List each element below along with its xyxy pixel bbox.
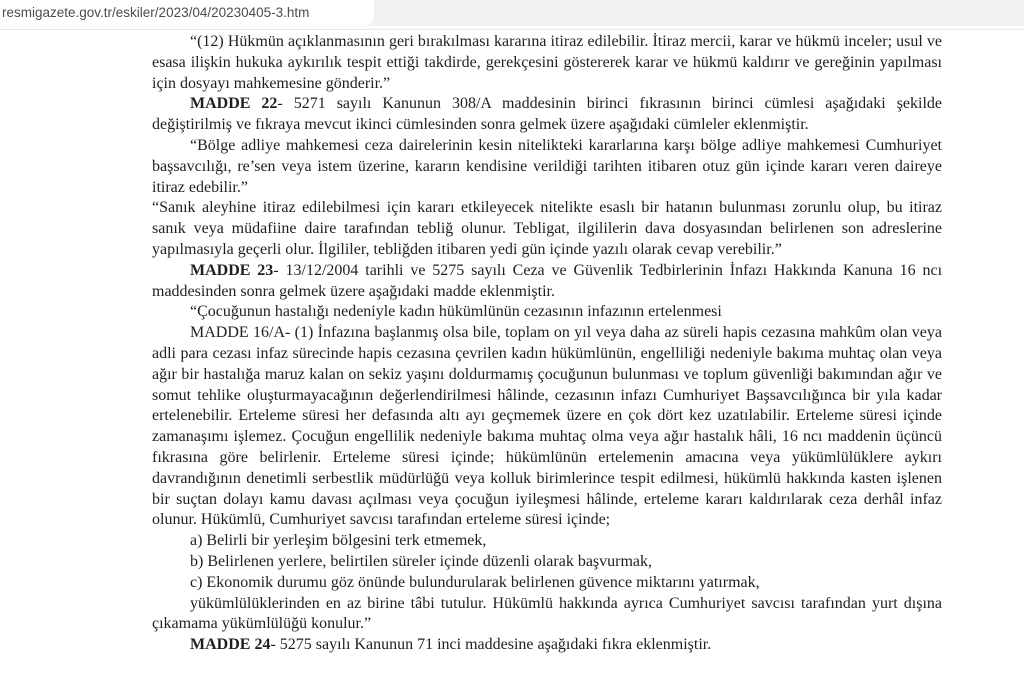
- paragraph: MADDE 24- 5275 sayılı Kanunun 71 inci maddesine aşağıdaki fıkra eklenmiştir.: [190, 636, 712, 654]
- browser-top-bar: [0, 0, 1024, 26]
- paragraph: yükümlülüklerinden en az birine tâbi tutulur. Hükümlü hakkında ayrıca Cumhuriyet savcısı tarafından yurt dışına çıkamama yükümlülüğü konulur.”: [152, 594, 942, 633]
- page-url: resmigazete.gov.tr/eskiler/2023/04/20230405-3.htm: [2, 4, 310, 20]
- paragraph: MADDE 22- 5271 sayılı Kanunun 308/A maddesinin birinci fıkrasının birinci cümlesi aşağıdaki şekilde değiştirilmiş ve fıkraya mevcut ikinci cümlesinden sonra gelmek üzere aşağıdaki cümleler eklenmiştir.: [152, 95, 943, 134]
- paragraph: b) Belirlenen yerlere, belirtilen süreler içinde düzenli olarak başvurmak,: [190, 552, 653, 570]
- document-content: [152, 30, 942, 656]
- paragraph: “Sanık aleyhine itiraz edilebilmesi için kararı etkileyecek nitelikte esaslı bir hatanın bulunması zorunlu olup, bu itiraz sanık veya müdafiine daire tarafından tebliğ olunur. Tebligat, ilgililerin dava dosyasından belirlenen son adreslerine yapılmasıyla geçerli olur. İlgililer, tebliğden itibaren yedi gün içinde yazılı olarak cevap verebilir.”: [152, 199, 942, 258]
- paragraph: MADDE 16/A- (1) İnfazına başlanmış olsa bile, toplam on yıl veya daha az süreli hapis cezasına mahkûm olan veya adli para cezası infaz sürecinde hapis cezasına çevrilen kadın hükümlünün, engelliliği nedeniyle bakıma muhtaç olan veya ağır bir hastalığa maruz kalan on sekiz yaşını doldurmamış çocuğunun bulunması ve toplum güvenliği bakımından ağır ve somut tehlike oluşturmayacağının değerlendirilmesi hâlinde, cezasının infazı Cumhuriyet Başsavcılığınca bir yıla kadar ertelenebilir. Erteleme süresi her defasında altı ayı geçmemek üzere en çok dört kez uzatılabilir. Erteleme süresi içinde zamanaşımı işlemez. Çocuğun engellilik nedeniyle bakıma muhtaç olma veya ağır hastalık hâli, 16 ncı maddenin üçüncü fıkrasına göre belirlenir. Erteleme süresi içinde; hükümlünün ertelemenin amacına veya yükümlülüklere aykırı davrandığının denetimli serbestlik müdürlüğü veya kolluk birimlerince tespit edilmesi, hükümlü hakkında kasten işlenen bir suçtan dolayı kamu davası açılması veya çocuğun iyileşmesi hâlinde, erteleme kararı kaldırılarak ceza derhâl infaz olunur. Hükümlü, Cumhuriyet savcısı tarafından erteleme süresi içinde;: [152, 324, 942, 529]
- paragraph: “Bölge adliye mahkemesi ceza dairelerinin kesin nitelikteki kararlarına karşı bölge adliye mahkemesi Cumhuriyet başsavcılığı, re’sen veya istem üzerine, kararın kendisine verildiği tarihten itibaren otuz gün içinde kararı veren daireye itiraz edebilir.”: [152, 136, 942, 196]
- paragraph: “Çocuğunun hastalığı nedeniyle kadın hükümlünün cezasının infazının ertelenmesi: [190, 303, 722, 321]
- paragraph: a) Belirli bir yerleşim bölgesini terk etmemek,: [190, 532, 487, 550]
- paragraph: c) Ekonomik durumu göz önünde bulundurularak belirlenen güvence miktarını yatırmak,: [190, 573, 760, 591]
- address-bar[interactable]: [0, 0, 374, 26]
- madde-label: MADDE 24: [190, 636, 271, 654]
- madde-label: MADDE 23: [190, 261, 274, 279]
- paragraph: “(12) Hükmün açıklanmasının geri bırakılması kararına itiraz edilebilir. İtiraz mercii, karar ve hükmü inceler; usul ve esasa ilişkin hukuka aykırılık tespit ettiği takdirde, gerekçesini göstererek karar ve hükmü kaldırır ve gereğinin yapılması için dosyayı mahkemesine gönderir.”: [152, 33, 942, 92]
- paragraph: MADDE 23- 13/12/2004 tarihli ve 5275 sayılı Ceza ve Güvenlik Tedbirlerinin İnfazı Hakkında Kanuna 16 ncı maddesinden sonra gelmek üzere aşağıdaki madde eklenmiştir.: [152, 261, 943, 300]
- madde-label: MADDE 22: [190, 95, 278, 113]
